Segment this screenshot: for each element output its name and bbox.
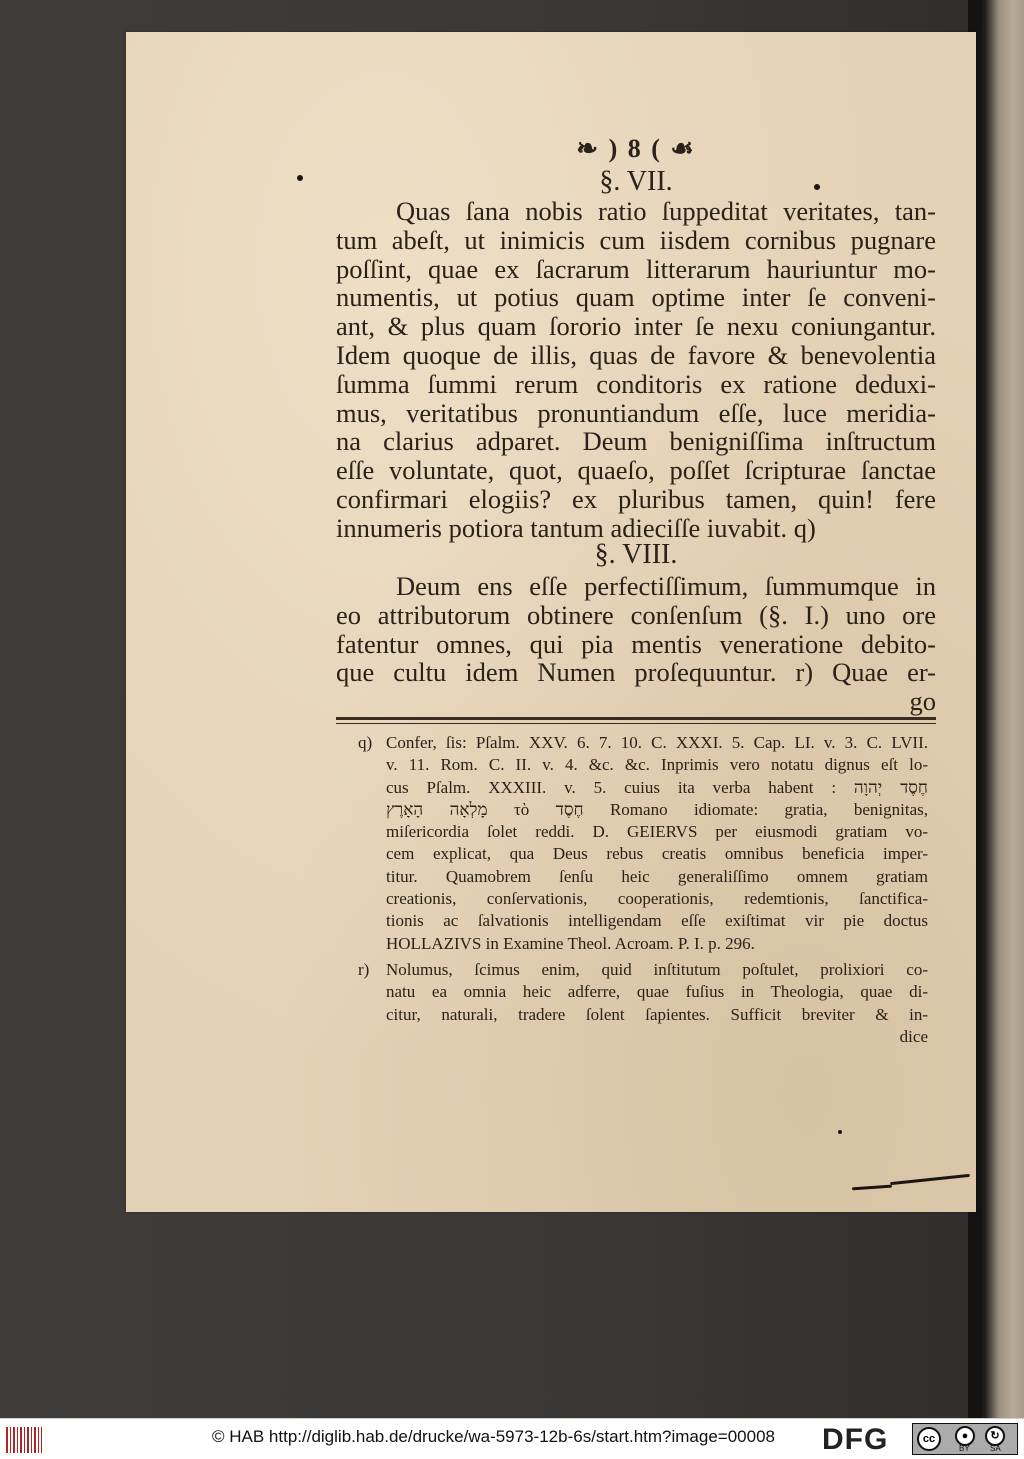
share-alike-icon: ↻ — [985, 1426, 1005, 1446]
cc-license-badge[interactable] — [912, 1423, 1018, 1455]
ink-spot — [297, 175, 303, 181]
footnote-rule — [336, 717, 936, 720]
text-line: confirmari elogiis? ex pluribus tamen, quin! fere — [336, 483, 936, 514]
footnote-text: cus Pſalm. XXXIII. v. 5. cuius ita verba habent : חֶסֶד יְהוָה — [386, 777, 928, 797]
text-line: Idem quoque de illis, quas de favore & benevolentia — [336, 339, 936, 370]
catchword: dice — [899, 1026, 928, 1046]
footnote-text: cem explicat, qua Deus rebus creatis omnibus beneficia imper- — [386, 844, 928, 864]
text-line: mus, veritatibus pronuntiandum eſſe, luce meridia- — [336, 397, 936, 428]
footnote-text: Confer, ſis: Pſalm. XXV. 6. 7. 10. C. XXXI. 5. Cap. LI. v. 3. C. LVII. — [386, 733, 928, 752]
footnote-text: HOLLAZIVS in Examine Theol. Acroam. P. I. p. 296. — [386, 933, 755, 953]
text-line: na clarius adparet. Deum benigniſſima inſtructum — [336, 426, 936, 457]
ink-spot — [814, 184, 820, 190]
text-line: Quas ſana nobis ratio ſuppeditat veritates, tan- — [396, 196, 936, 226]
copyright-link[interactable]: © HAB http://diglib.hab.de/drucke/wa-5973-12b-6s/start.htm?image=00008 — [212, 1427, 775, 1446]
catchword: go — [909, 686, 936, 717]
footnote-r — [336, 959, 928, 981]
text-line: eo attributorum obtinere conſenſum (§. I.) uno ore — [336, 599, 936, 630]
text-line: fatentur omnes, qui pia mentis veneratione debito- — [336, 628, 936, 659]
ink-spot — [838, 1130, 842, 1134]
text-line: poſſint, quae ex ſacrarum litterarum hauriuntur mo- — [336, 253, 936, 284]
text-line: Deum ens eſſe perfectiſſimum, ſummumque in — [396, 571, 936, 601]
library-barcode-icon — [6, 1427, 42, 1453]
footnote-text: natu ea omnia heic adferre, quae fuſius in Theologia, quae di- — [386, 982, 928, 1002]
footnote-text: creationis, conſervationis, cooperationis, redemtionis, ſanctifica- — [386, 889, 928, 909]
footnotes — [336, 732, 928, 1048]
footnote-text: titur. Quamobrem ſenſu heic generaliſſimo omnem gratiam — [386, 866, 928, 886]
footnote-marker: q) — [358, 733, 373, 752]
footnote-text: citur, naturali, tradere ſolent ſapientes. Sufficit breviter & in- — [386, 1004, 928, 1024]
dfg-logo[interactable]: DFG — [822, 1423, 889, 1456]
footnote-text: v. 11. Rom. C. II. v. 4. &c. &c. Inprimis vero notatu dignus eſt lo- — [386, 755, 928, 775]
text-line: tum abeſt, ut inimicis cum iisdem cornibus pugnare — [336, 224, 936, 255]
section-7-body — [336, 197, 936, 543]
sa-label: SA — [990, 1444, 1001, 1453]
running-head: ❧ ) 8 ( ☙ — [576, 134, 696, 163]
text-line: innumeris potiora tantum adieciſſe iuvabit. q) — [336, 512, 816, 543]
attribution-icon: ● — [955, 1426, 975, 1446]
footnote-marker: r) — [358, 959, 370, 979]
footnote-text: Nolumus, ſcimus enim, quid inſtitutum poſtulet, prolixiori co- — [386, 959, 928, 979]
text-line: que cultu idem Numen proſequuntur. r) Quae er- — [336, 657, 936, 688]
footnote-rule-thin — [336, 723, 936, 724]
section-title-8: §. VIII. — [594, 539, 678, 570]
by-label: BY — [959, 1444, 970, 1453]
text-line: eſſe voluntate, quot, quaeſo, poſſet ſcripturae ſanctae — [336, 455, 936, 486]
footnote-q — [336, 732, 928, 754]
section-title-7: §. VII. — [599, 166, 673, 197]
footnote-text: tionis ac ſalvationis intelligendam eſſe exiſtimat vir pie doctus — [386, 911, 928, 931]
cc-icon: cc — [917, 1427, 941, 1451]
text-line: numentis, ut potius quam optime inter ſe conveni- — [336, 282, 936, 313]
viewer-footer — [0, 1418, 1024, 1459]
footnote-text: מָלְאָה הָאָרֶץ τὸ חֶסֶד Romano idiomate: gratia, benignitas, — [386, 799, 928, 819]
footnote-text: miſericordia ſolet reddi. D. GEIERVS per eiusmodi gratiam vo- — [386, 822, 928, 842]
section-8-body — [336, 572, 936, 716]
text-line: ſumma ſummi rerum conditoris ex ratione deduxi- — [336, 368, 936, 399]
text-line: ant, & plus quam ſororio inter ſe nexu coniungantur. — [336, 311, 936, 342]
